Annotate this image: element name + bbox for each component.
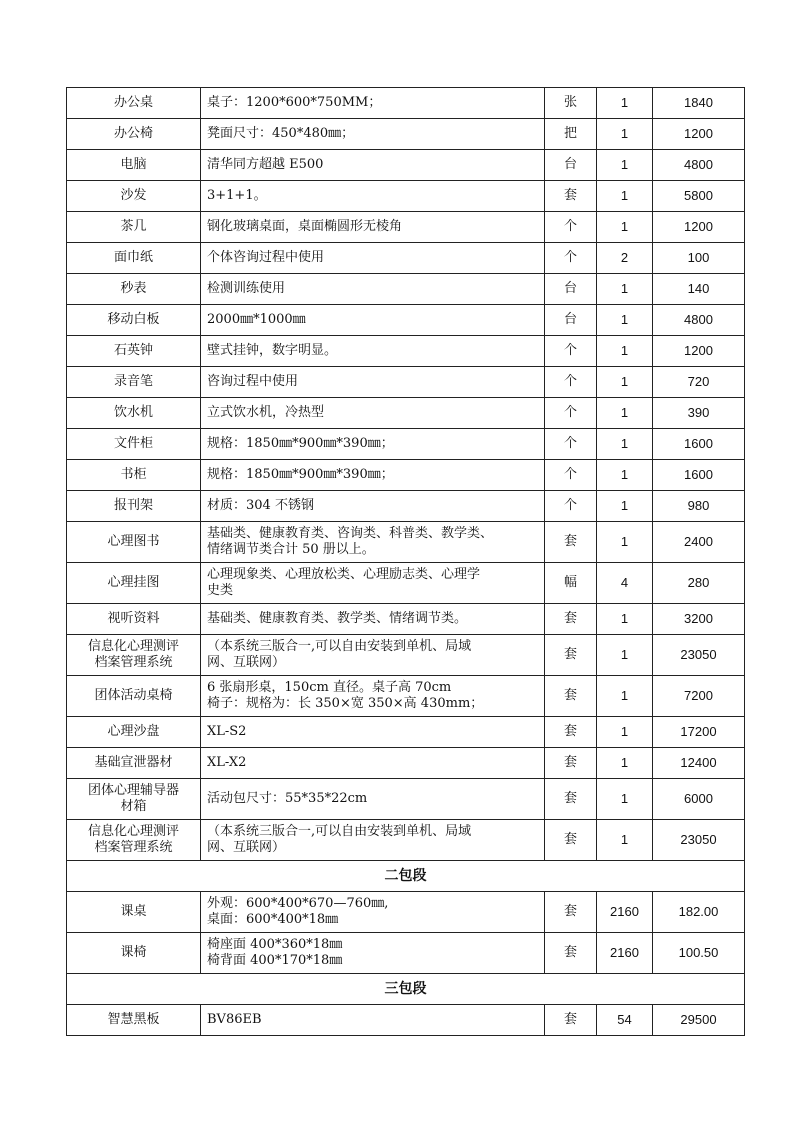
item-spec-line: 检测训练使用 (207, 281, 286, 296)
item-spec-cell (201, 460, 545, 491)
item-price-cell: 140 (653, 274, 745, 305)
item-unit-cell: 套 (545, 181, 597, 212)
item-spec-cell (201, 243, 545, 274)
item-spec-line: 椅子：规格为：长 350×宽 350×高 430mm； (207, 696, 484, 711)
item-spec-line: 6 张扇形桌，150cm 直径。桌子高 70cm (207, 680, 452, 695)
item-spec-cell (201, 119, 545, 150)
item-spec-cell (201, 88, 545, 119)
table-row (67, 604, 745, 635)
table-row (67, 933, 745, 974)
item-quantity-cell: 1 (597, 429, 653, 460)
item-price-cell: 23050 (653, 820, 745, 861)
item-unit-cell: 个 (545, 367, 597, 398)
item-spec-line: 椅座面 400*360*18㎜ (207, 937, 343, 952)
item-quantity-cell: 1 (597, 212, 653, 243)
item-unit-cell: 个 (545, 336, 597, 367)
item-quantity-cell: 1 (597, 820, 653, 861)
table-row (67, 398, 745, 429)
section-row (67, 974, 745, 1005)
item-price-cell: 7200 (653, 676, 745, 717)
item-name-cell (67, 820, 201, 861)
item-spec-cell (201, 274, 545, 305)
item-quantity-cell: 1 (597, 460, 653, 491)
item-unit-cell: 套 (545, 779, 597, 820)
item-unit-cell: 台 (545, 305, 597, 336)
table-row (67, 1005, 745, 1036)
item-spec-cell (201, 491, 545, 522)
item-spec-cell (201, 212, 545, 243)
table-row (67, 88, 745, 119)
item-name-cell: 心理挂图 (67, 563, 201, 604)
item-spec-line: 活动包尺寸：55*35*22cm (207, 791, 368, 806)
table-row (67, 212, 745, 243)
table-row (67, 243, 745, 274)
item-spec-line: 材质：304 不锈钢 (207, 498, 314, 513)
item-spec-line: 外观：600*400*670—760㎜, (207, 896, 389, 911)
table-row (67, 491, 745, 522)
item-unit-cell: 把 (545, 119, 597, 150)
item-price-cell: 29500 (653, 1005, 745, 1036)
item-price-cell: 12400 (653, 748, 745, 779)
item-name-cell: 报刊架 (67, 491, 201, 522)
item-name-cell: 秒表 (67, 274, 201, 305)
item-price-cell: 4800 (653, 150, 745, 181)
item-unit-cell: 套 (545, 1005, 597, 1036)
item-name-cell: 茶几 (67, 212, 201, 243)
item-name-cell: 课桌 (67, 892, 201, 933)
item-name-cell: 办公椅 (67, 119, 201, 150)
item-unit-cell: 套 (545, 820, 597, 861)
item-spec-line: 史类 (207, 583, 234, 598)
item-name-cell: 文件柜 (67, 429, 201, 460)
item-unit-cell: 套 (545, 892, 597, 933)
item-price-cell: 4800 (653, 305, 745, 336)
item-spec-line: 2000㎜*1000㎜ (207, 312, 306, 327)
item-quantity-cell: 1 (597, 676, 653, 717)
item-price-cell: 390 (653, 398, 745, 429)
table-row (67, 522, 745, 563)
item-spec-cell (201, 892, 545, 933)
item-spec-cell (201, 522, 545, 563)
item-spec-line: 基础类、健康教育类、咨询类、科普类、教学类、 (207, 526, 494, 541)
item-spec-cell (201, 779, 545, 820)
item-price-cell: 6000 (653, 779, 745, 820)
section-row (67, 861, 745, 892)
item-quantity-cell: 1 (597, 367, 653, 398)
item-spec-cell (201, 933, 545, 974)
item-spec-line: XL-S2 (207, 724, 247, 739)
item-unit-cell: 套 (545, 748, 597, 779)
item-unit-cell: 套 (545, 604, 597, 635)
item-quantity-cell: 4 (597, 563, 653, 604)
item-unit-cell: 台 (545, 274, 597, 305)
item-price-cell: 100.50 (653, 933, 745, 974)
item-spec-cell (201, 150, 545, 181)
item-spec-line: 网、互联网） (207, 655, 286, 670)
item-spec-line: 椅背面 400*170*18㎜ (207, 953, 343, 968)
item-unit-cell: 台 (545, 150, 597, 181)
item-quantity-cell: 2160 (597, 933, 653, 974)
item-quantity-cell: 1 (597, 274, 653, 305)
item-price-cell: 1840 (653, 88, 745, 119)
item-name-cell: 课椅 (67, 933, 201, 974)
item-name-cell: 团体活动桌椅 (67, 676, 201, 717)
table-row (67, 563, 745, 604)
item-name-line: 档案管理系统 (94, 840, 173, 855)
item-name-line: 信息化心理测评 (87, 639, 179, 654)
item-quantity-cell: 1 (597, 88, 653, 119)
item-unit-cell: 张 (545, 88, 597, 119)
item-spec-cell (201, 429, 545, 460)
item-quantity-cell: 2160 (597, 892, 653, 933)
item-name-cell (67, 779, 201, 820)
item-quantity-cell: 1 (597, 748, 653, 779)
table-row (67, 274, 745, 305)
item-name-cell: 移动白板 (67, 305, 201, 336)
table-row (67, 181, 745, 212)
table-row (67, 676, 745, 717)
item-spec-line: 清华同方超越 E500 (207, 157, 324, 172)
item-price-cell: 1200 (653, 212, 745, 243)
item-quantity-cell: 1 (597, 635, 653, 676)
item-spec-cell (201, 181, 545, 212)
item-name-cell: 书柜 (67, 460, 201, 491)
item-spec-cell (201, 635, 545, 676)
item-name-line: 信息化心理测评 (87, 824, 179, 839)
table-row (67, 748, 745, 779)
item-quantity-cell: 1 (597, 491, 653, 522)
item-spec-cell (201, 604, 545, 635)
item-unit-cell: 套 (545, 933, 597, 974)
item-unit-cell: 个 (545, 243, 597, 274)
item-spec-line: 壁式挂钟，数字明显。 (207, 343, 338, 358)
item-spec-line: （本系统三版合一,可以自由安装到单机、局域 (207, 639, 472, 654)
table-row (67, 460, 745, 491)
item-name-cell: 录音笔 (67, 367, 201, 398)
item-quantity-cell: 1 (597, 150, 653, 181)
item-name-cell: 办公桌 (67, 88, 201, 119)
table-row (67, 779, 745, 820)
equipment-table (66, 87, 745, 1036)
item-spec-line: 立式饮水机，冷热型 (207, 405, 325, 420)
item-price-cell: 720 (653, 367, 745, 398)
table-row (67, 305, 745, 336)
item-quantity-cell: 1 (597, 522, 653, 563)
item-spec-line: 3+1+1。 (207, 188, 267, 203)
item-quantity-cell: 2 (597, 243, 653, 274)
item-spec-line: 个体咨询过程中使用 (207, 250, 325, 265)
item-name-cell: 石英钟 (67, 336, 201, 367)
item-price-cell: 1600 (653, 429, 745, 460)
item-price-cell: 280 (653, 563, 745, 604)
item-name-cell: 沙发 (67, 181, 201, 212)
table-row (67, 429, 745, 460)
item-quantity-cell: 1 (597, 779, 653, 820)
item-name-cell: 智慧黑板 (67, 1005, 201, 1036)
table-row (67, 635, 745, 676)
item-unit-cell: 幅 (545, 563, 597, 604)
item-quantity-cell: 54 (597, 1005, 653, 1036)
item-price-cell: 980 (653, 491, 745, 522)
item-spec-cell (201, 563, 545, 604)
item-price-cell: 5800 (653, 181, 745, 212)
item-quantity-cell: 1 (597, 717, 653, 748)
item-price-cell: 23050 (653, 635, 745, 676)
item-price-cell: 3200 (653, 604, 745, 635)
item-spec-line: BV86EB (207, 1012, 262, 1027)
item-spec-cell (201, 1005, 545, 1036)
item-spec-cell (201, 820, 545, 861)
table-row (67, 336, 745, 367)
item-name-line: 档案管理系统 (94, 655, 173, 670)
item-price-cell: 2400 (653, 522, 745, 563)
item-unit-cell: 套 (545, 522, 597, 563)
item-spec-line: （本系统三版合一,可以自由安装到单机、局域 (207, 824, 472, 839)
item-spec-line: 网、互联网） (207, 840, 286, 855)
item-name-cell (67, 635, 201, 676)
item-spec-line: 钢化玻璃桌面，桌面椭圆形无棱角 (207, 219, 403, 234)
table-row (67, 892, 745, 933)
table-row (67, 119, 745, 150)
item-spec-line: 基础类、健康教育类、教学类、情绪调节类。 (207, 611, 468, 626)
item-price-cell: 1200 (653, 336, 745, 367)
item-price-cell: 182.00 (653, 892, 745, 933)
item-quantity-cell: 1 (597, 604, 653, 635)
item-name-line: 材箱 (120, 799, 147, 814)
item-spec-cell (201, 717, 545, 748)
item-spec-cell (201, 336, 545, 367)
item-spec-cell (201, 398, 545, 429)
item-spec-line: XL-X2 (207, 755, 247, 770)
section-title: 三包段 (67, 974, 745, 1005)
item-name-line: 团体心理辅导器 (87, 783, 179, 798)
item-spec-line: 咨询过程中使用 (207, 374, 299, 389)
item-spec-cell (201, 305, 545, 336)
item-unit-cell: 个 (545, 398, 597, 429)
item-unit-cell: 个 (545, 212, 597, 243)
item-price-cell: 17200 (653, 717, 745, 748)
table-row (67, 367, 745, 398)
item-unit-cell: 个 (545, 460, 597, 491)
table-row (67, 150, 745, 181)
item-quantity-cell: 1 (597, 336, 653, 367)
section-title: 二包段 (67, 861, 745, 892)
item-name-cell: 面巾纸 (67, 243, 201, 274)
item-quantity-cell: 1 (597, 305, 653, 336)
item-spec-line: 桌面：600*400*18㎜ (207, 912, 339, 927)
item-spec-line: 心理现象类、心理放松类、心理励志类、心理学 (207, 567, 481, 582)
item-name-cell: 视听资料 (67, 604, 201, 635)
item-price-cell: 1600 (653, 460, 745, 491)
item-unit-cell: 个 (545, 491, 597, 522)
item-unit-cell: 套 (545, 717, 597, 748)
item-quantity-cell: 1 (597, 119, 653, 150)
item-name-cell: 基础宣泄器材 (67, 748, 201, 779)
item-name-cell: 心理图书 (67, 522, 201, 563)
item-spec-line: 凳面尺寸：450*480㎜； (207, 126, 355, 141)
item-quantity-cell: 1 (597, 181, 653, 212)
item-name-cell: 饮水机 (67, 398, 201, 429)
item-spec-line: 情绪调节类合计 50 册以上。 (207, 542, 375, 557)
item-spec-line: 规格：1850㎜*900㎜*390㎜； (207, 467, 394, 482)
item-spec-cell (201, 748, 545, 779)
item-spec-line: 规格：1850㎜*900㎜*390㎜； (207, 436, 394, 451)
item-unit-cell: 个 (545, 429, 597, 460)
table-row (67, 717, 745, 748)
item-spec-cell (201, 367, 545, 398)
item-spec-line: 桌子：1200*600*750MM； (207, 95, 382, 110)
item-quantity-cell: 1 (597, 398, 653, 429)
item-price-cell: 1200 (653, 119, 745, 150)
item-name-cell: 电脑 (67, 150, 201, 181)
item-name-cell: 心理沙盘 (67, 717, 201, 748)
item-unit-cell: 套 (545, 676, 597, 717)
table-row (67, 820, 745, 861)
item-price-cell: 100 (653, 243, 745, 274)
item-unit-cell: 套 (545, 635, 597, 676)
item-spec-cell (201, 676, 545, 717)
